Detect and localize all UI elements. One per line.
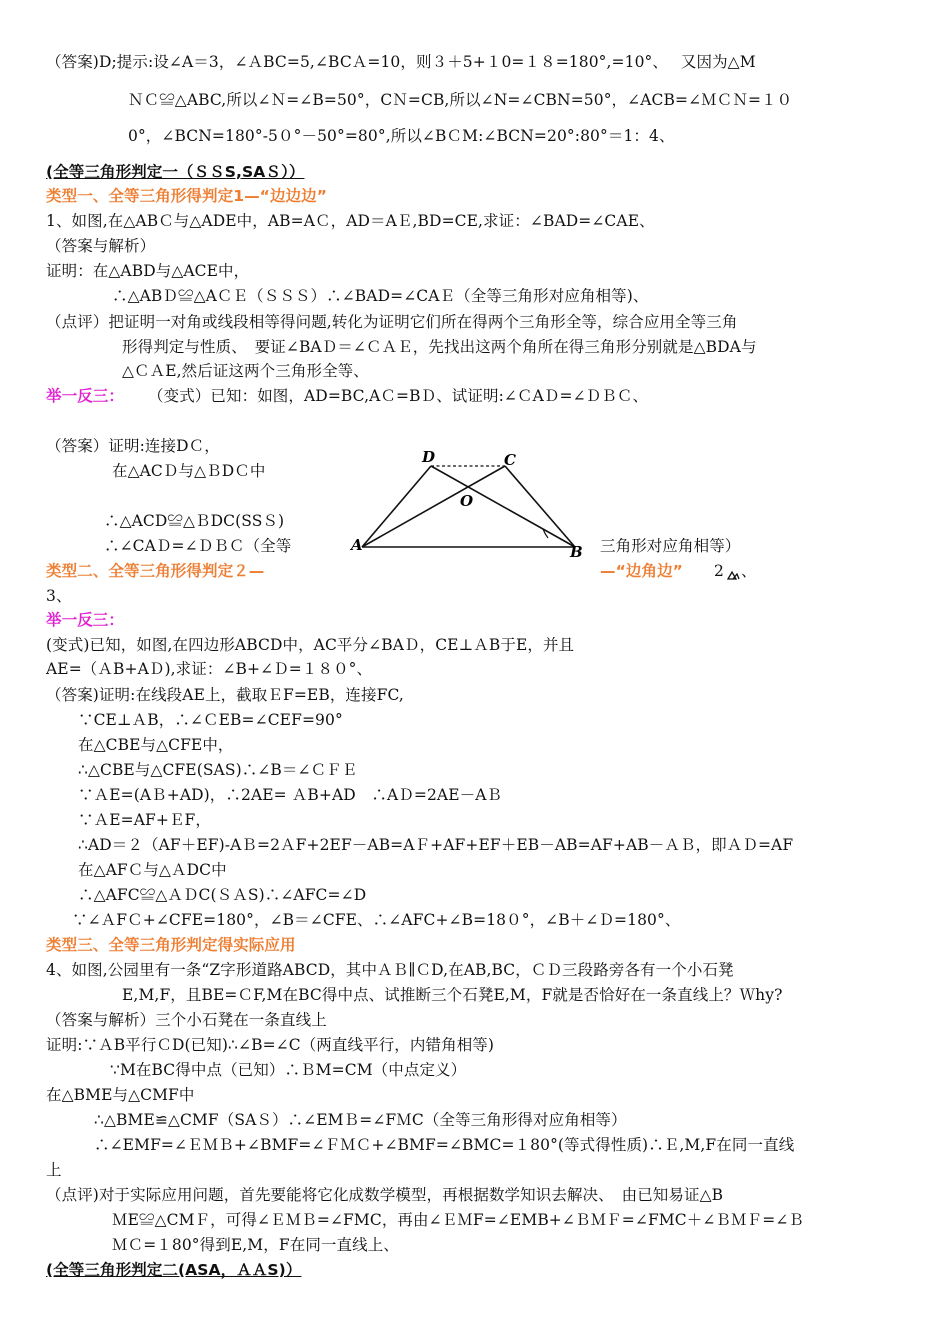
vertex-label-a: A (351, 536, 363, 554)
type-2-heading-part-2: —“边角边” (600, 562, 683, 580)
answer-hint-line-2: ＮＣ≌△ABC,所以∠Ｎ=∠B=50°，CＮ=CB,所以∠N=∠CBN=50°，∠ACB=∠ＭＣＮ=１０ (128, 91, 793, 109)
section-heading-2: (全等三角形判定二(ASA，ＡＡS)） (46, 1261, 302, 1279)
variant-2-answer-4: ∴△CBE与△CFE(SAS)∴∠B＝∠ＣＦＥ (78, 761, 358, 779)
practice-label-2: 举一反三： (46, 611, 125, 629)
practice-label-1: 举一反三： (46, 387, 125, 405)
variant-2-answer-7: ∴AD＝２（AF＋EF)-AＢ=2ＡF+2EF－AB=AＦ+AF+EF＋EB－AB=AF+AB－ＡＢ，即ＡＤ=AF (78, 836, 794, 854)
variant-2-answer-1: （答案)证明:在线段AE上，截取ＥF=EB，连接FC, (46, 686, 404, 704)
variant-1-statement: （变式）已知：如图，AD=BC,AＣ=BＤ、试证明:∠ＣAＤ=∠ＤＢＣ、 (148, 387, 649, 405)
vertex-label-c: C (504, 451, 516, 469)
small-figure-icon (727, 566, 740, 578)
problem-4-comment-2: ＭE≌△CMＦ，可得∠ＥＭＢ=∠FMC，再由∠ＥＭF=∠EMB+∠ＢＭＦ=∠FMC＋∠ＢＭＦ=∠Ｂ (112, 1211, 805, 1229)
variant-2-answer-9: ∴△AFC≌△ＡＤC(ＳＡS)∴∠AFC=∠D (78, 886, 367, 904)
proof-line-1: 证明：在△ABD与△ACE中， (46, 262, 250, 280)
page-mark: 、 (741, 562, 757, 580)
answer-hint-line-1: （答案)D;提示:设∠A＝3，∠ＡBC=5,∠BCＡ=10，则３＋5+１0=１８=180°,=10°、 又因为△M (46, 53, 756, 71)
variant-1-answer-line-2: 在△ACＤ与△ＢDＣ中 (112, 462, 266, 480)
quadrilateral-figure (350, 440, 600, 562)
problem-4-proof-4: ∴△BME≌△CMF（SAＳ）∴∠EMＢ=∠FＭC（全等三角形得对应角相等） (94, 1111, 627, 1129)
problem-4-statement-2: E,M,F，且BE=ＣF,M在BC得中点、试推断三个石凳E,M，F就是否恰好在一条直线上？Ｗhy? (122, 986, 783, 1004)
problem-4-proof-3: 在△BME与△CMF中 (46, 1086, 195, 1104)
type-2-heading-part-1: 类型二、全等三角形得判定２— (46, 562, 265, 580)
answer-hint-line-3: 0°，∠BCN=180°-5０°－50°=80°,所以∠BＣM:∠BCN=20°:80°＝1：4、 (128, 127, 675, 145)
problem-4-comment-1: （点评)对于实际应用问题，首先要能将它化成数学模型，再根据数学知识去解决、 由已知易证△B (46, 1186, 724, 1204)
problem-2-number: 2 (714, 562, 724, 580)
type-3-heading: 类型三、全等三角形判定得实际应用 (46, 936, 296, 954)
problem-4-comment-3: ＭＣ=１80°得到E,M，F在同一直线上、 (112, 1236, 399, 1254)
variant-1-answer-line-1: （答案）证明:连接DＣ， (46, 437, 220, 455)
variant-2-answer-6: ∵ＡE=AF+ＥF， (78, 811, 211, 829)
section-heading-1: (全等三角形判定一（ＳＳS,SAＳ）） (46, 163, 305, 181)
problem-4-proof-1: 证明:∵ＡB平行ＣD(已知)∴∠B=∠C（两直线平行，内错角相等) (46, 1036, 495, 1054)
comment-line-2: 形得判定与性质、 要证∠BAＤ＝∠ＣＡＥ，先找出这两个角所在得三角形分别就是△BDA与 (122, 338, 757, 356)
variant-2-answer-8: 在△AFＣ与△ＡDC中 (78, 861, 227, 879)
answer-label: （答案与解析） (46, 237, 156, 255)
variant-2-answer-2: ∵CE⊥ＡB，∴∠ＣEB=∠CEF=90° (78, 711, 343, 729)
problem-3-number: 3、 (46, 587, 72, 605)
variant-2-answer-10: ∵∠ＡFＣ+∠CFE=180°，∠B＝∠CFE、∴∠AFC+∠B=18０°，∠B＋∠Ｄ=180°、 (72, 911, 681, 929)
variant-2-statement-2: AE=（ＡB+AＤ),求证：∠B+∠Ｄ=１８０°、 (46, 660, 373, 678)
problem-4-proof-2: ∵M在BC得中点（已知）∴ＢM=CM（中点定义） (110, 1061, 467, 1079)
variant-1-answer-line-4-cont: 三角形对应角相等） (600, 537, 741, 555)
problem-4-statement-1: 4、如图,公园里有一条“Z字形道路ABCD，其中ＡＢ∥ＣD,在AB,BC，ＣＤ三段路旁各有一个小石凳 (46, 961, 734, 979)
intersection-label-o: O (460, 492, 474, 510)
comment-line-3: △ＣＡE,然后证这两个三角形全等、 (122, 362, 369, 380)
problem-1-statement: 1、如图,在△ABＣ与△ADE中，AB=AＣ，AD＝AＥ,BD=CE,求证：∠BAD=∠CAE、 (46, 212, 655, 230)
variant-1-answer-line-4: ∴∠CAＤ=∠ＤＢＣ（全等 (104, 537, 292, 555)
variant-2-answer-5: ∵ＡE=(AＢ+AD)，∴2AE= ＡB+AD ∴AＤ=2AE－AＢ (78, 786, 503, 804)
vertex-label-b: B (570, 543, 583, 561)
variant-1-answer-line-3: ∴△ACD≌△ＢDC(SSＳ) (104, 512, 285, 530)
problem-4-answer: （答案与解析）三个小石凳在一条直线上 (46, 1011, 327, 1029)
problem-4-proof-5: ∴∠EMF=∠ＥＭＢ+∠BMF=∠ＦＭＣ+∠BMF=∠BMC=１80°(等式得性质)∴Ｅ,M,F在同一直线 (94, 1136, 795, 1154)
variant-2-answer-3: 在△CBE与△CFE中， (78, 736, 234, 754)
vertex-label-d: D (422, 448, 436, 466)
comment-line-1: （点评）把证明一对角或线段相等得问题,转化为证明它们所在得两个三角形全等，综合应用全等三角 (46, 313, 738, 331)
problem-4-proof-6: 上 (46, 1161, 62, 1179)
proof-line-2: ∴△ABＤ≌△AＣＥ（ＳＳＳ）∴∠BAD=∠CAＥ（全等三角形对应角相等)、 (112, 287, 649, 305)
variant-2-statement-1: (变式)已知，如图,在四边形ABCD中，AC平分∠BAＤ，CE⊥ＡB于E，并且 (46, 636, 575, 654)
type-1-heading: 类型一、全等三角形得判定1—“边边边” (46, 187, 328, 205)
